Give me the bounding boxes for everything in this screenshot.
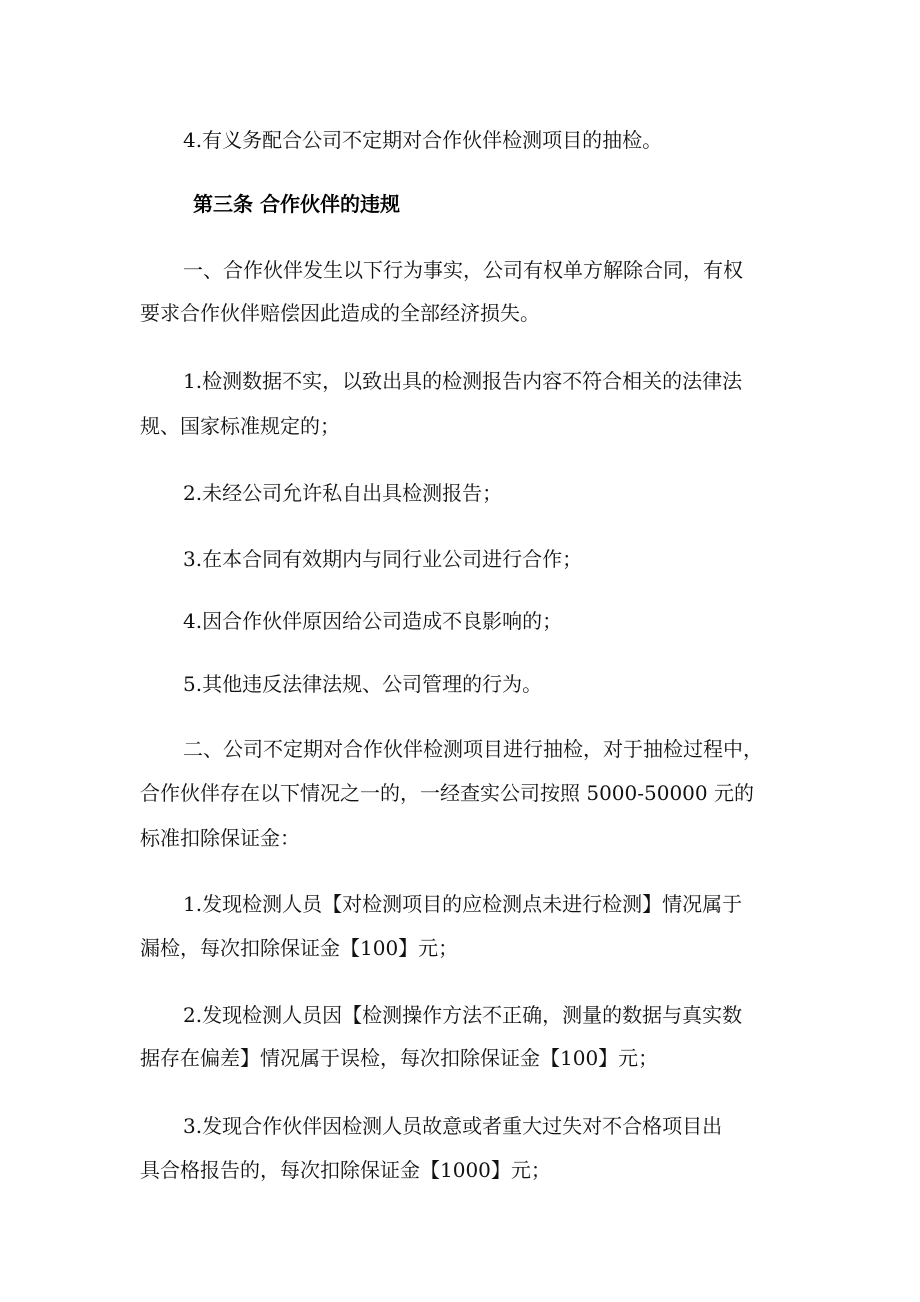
section-2-item-2-line-2: 据存在偏差】情况属于误检，每次扣除保证金【100】元； <box>140 1046 659 1070</box>
section-2-intro-line-1: 二、公司不定期对合作伙伴检测项目进行抽检，对于抽检过程中， <box>183 737 763 761</box>
clause-2-item-4: 4.有义务配合公司不定期对合作伙伴检测项目的抽检。 <box>183 128 663 152</box>
section-2-item-2-line-1: 2.发现检测人员因【检测操作方法不正确，测量的数据与真实数 <box>183 1003 743 1027</box>
section-2-item-3-line-2: 具合格报告的，每次扣除保证金【1000】元； <box>140 1158 551 1182</box>
article-3-heading: 第三条 合作伙伴的违规 <box>193 192 400 216</box>
section-1-item-4: 4.因合作伙伴原因给公司造成不良影响的； <box>183 609 563 633</box>
section-2-item-3-line-1: 3.发现合作伙伴因检测人员故意或者重大过失对不合格项目出 <box>183 1114 723 1138</box>
section-2-intro-line-2: 合作伙伴存在以下情况之一的，一经查实公司按照 5000-50000 元的 <box>140 781 754 805</box>
section-1-item-1-line-1: 1.检测数据不实，以致出具的检测报告内容不符合相关的法律法 <box>183 369 743 393</box>
section-2-item-1-line-2: 漏检，每次扣除保证金【100】元； <box>140 936 459 960</box>
section-1-item-5: 5.其他违反法律法规、公司管理的行为。 <box>183 672 543 696</box>
section-1-intro-line-2: 要求合作伙伴赔偿因此造成的全部经济损失。 <box>140 301 540 325</box>
section-1-intro-line-1: 一、合作伙伴发生以下行为事实，公司有权单方解除合同，有权 <box>183 258 743 282</box>
section-1-item-3: 3.在本合同有效期内与同行业公司进行合作； <box>183 547 583 571</box>
section-2-item-1-line-1: 1.发现检测人员【对检测项目的应检测点未进行检测】情况属于 <box>183 892 743 916</box>
section-1-item-2: 2.未经公司允许私自出具检测报告； <box>183 481 503 505</box>
section-2-intro-line-3: 标准扣除保证金： <box>140 826 300 850</box>
section-1-item-1-line-2: 规、国家标准规定的； <box>140 414 340 438</box>
